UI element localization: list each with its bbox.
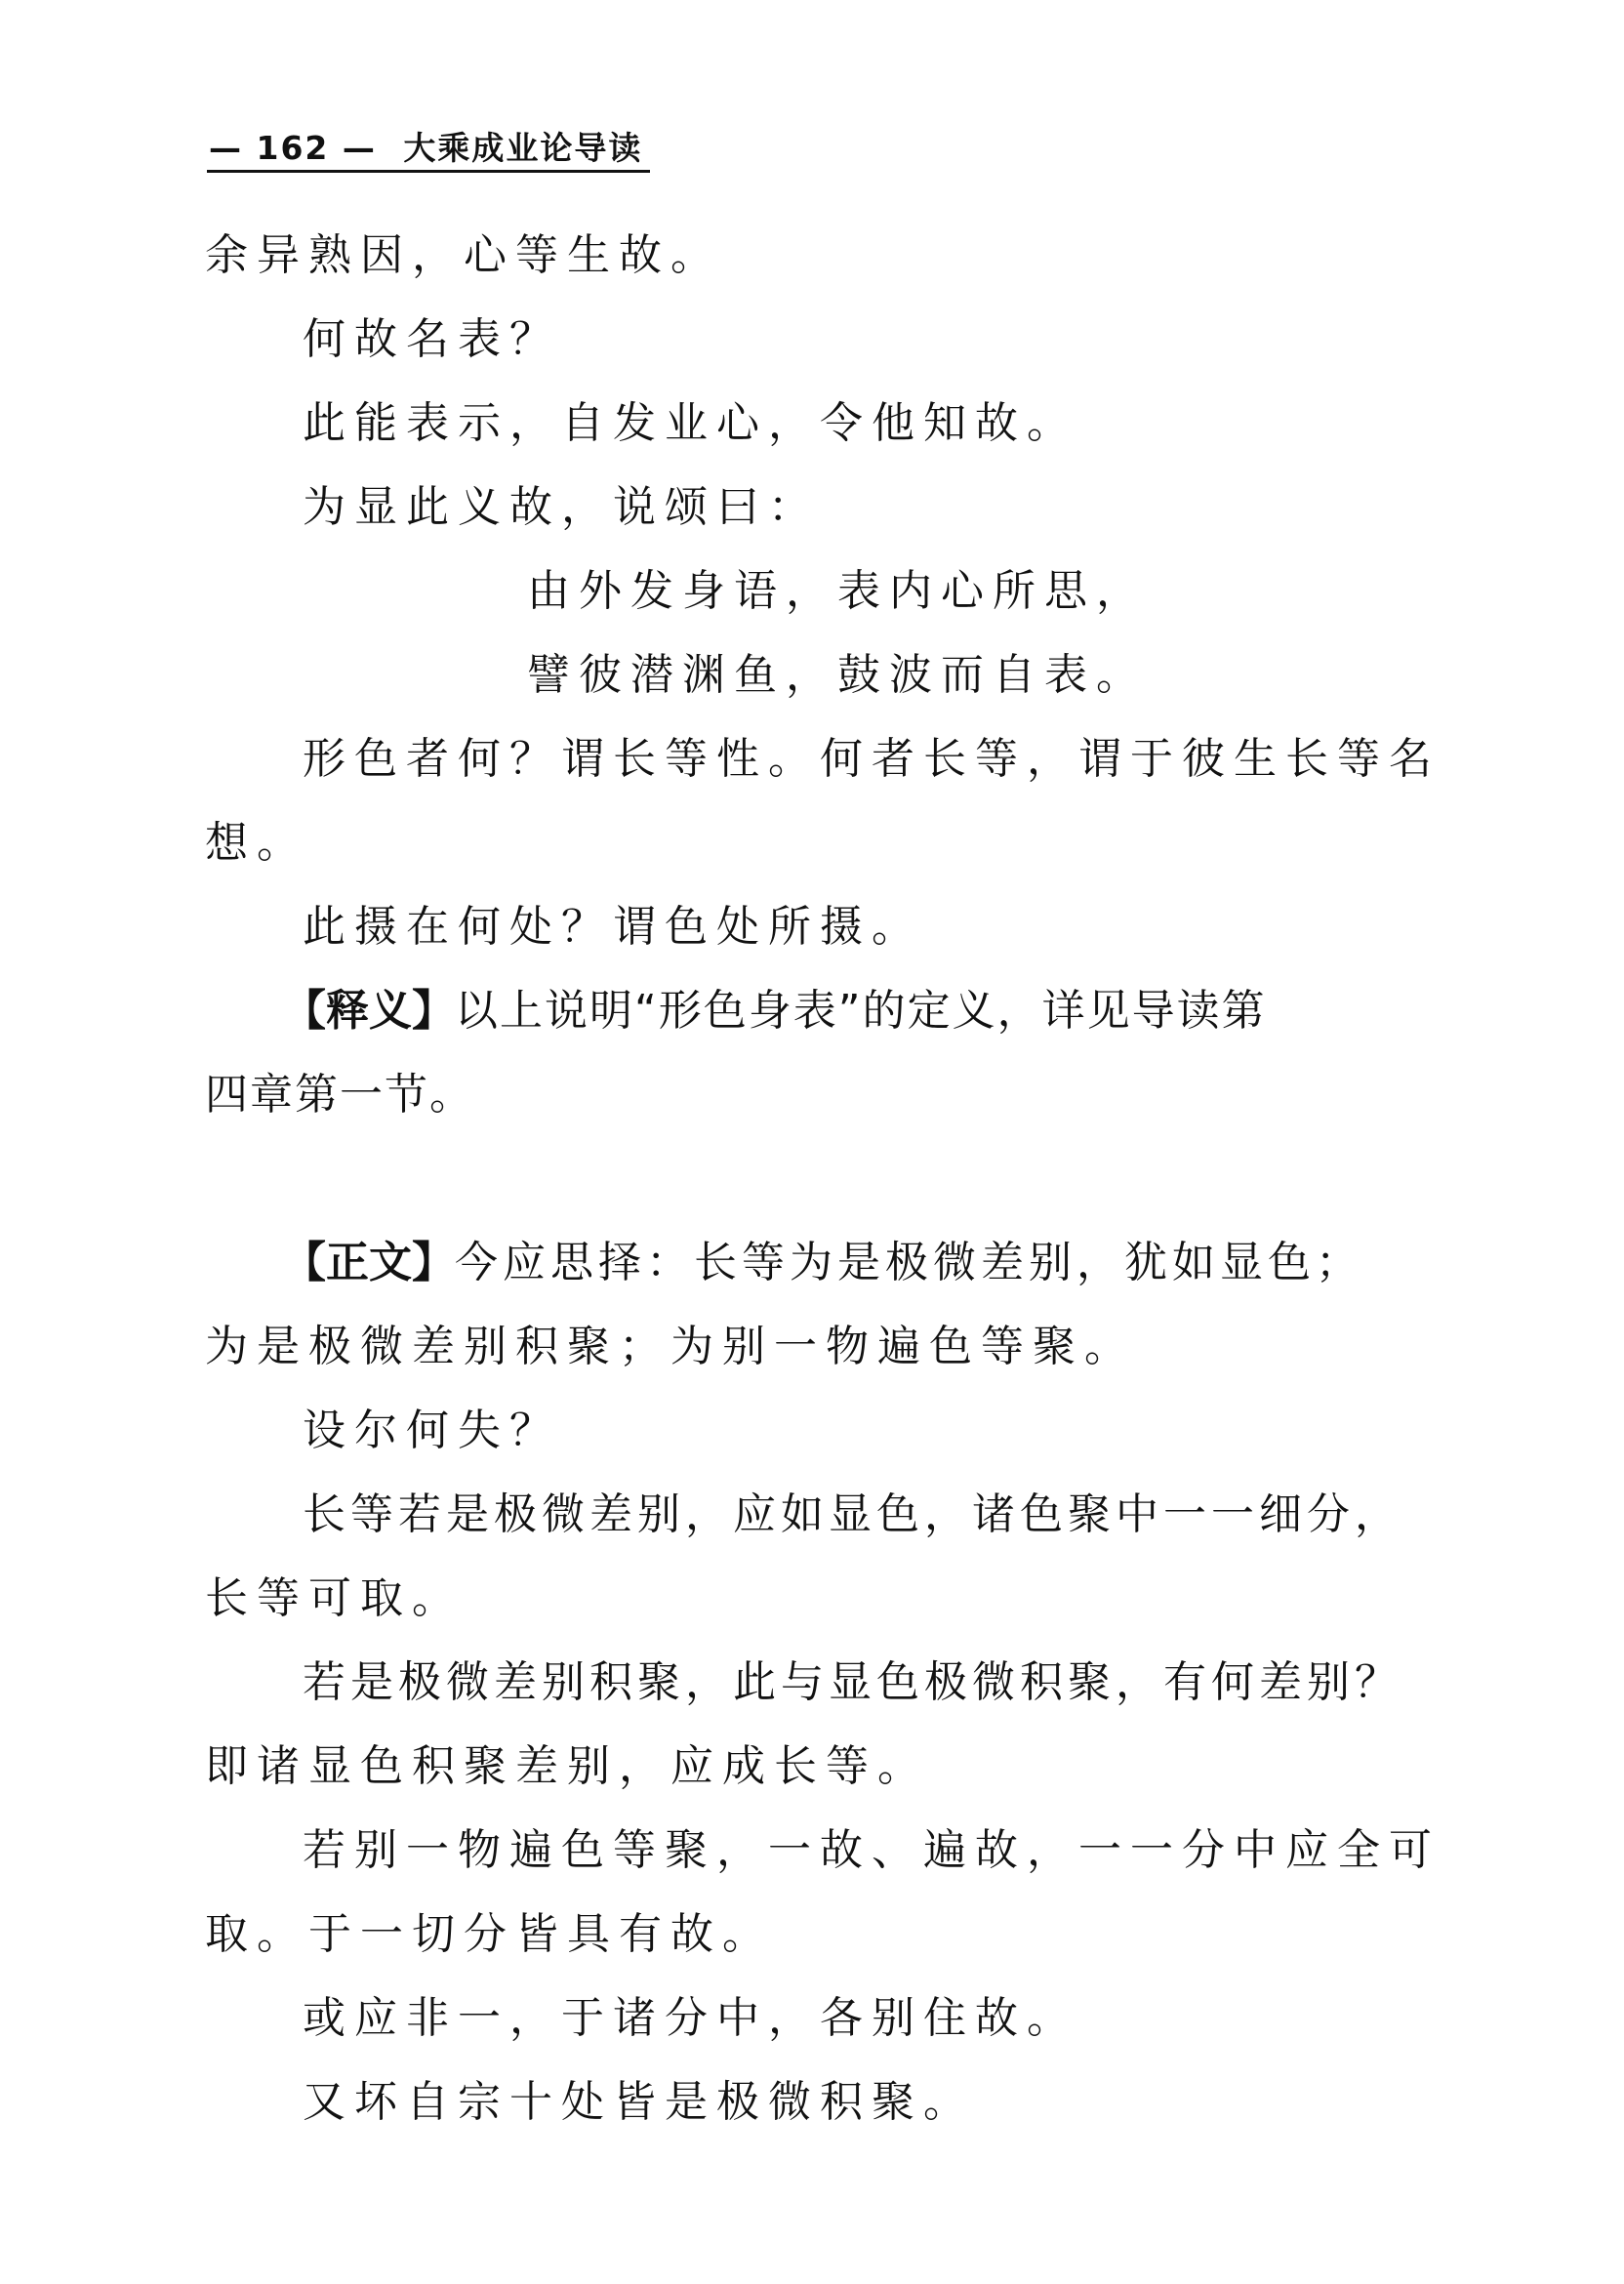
main-text-line: 长等可取。 bbox=[205, 1573, 464, 1623]
paragraph-line: 形色者何？谓长等性。何者长等，谓于彼生长等名 bbox=[303, 734, 1441, 784]
annotation-line bbox=[283, 984, 1267, 1039]
main-text-line: 又坏自宗十处皆是极微积聚。 bbox=[303, 2077, 975, 2127]
main-text-line bbox=[283, 1236, 1363, 1290]
main-text-line: 或应非一，于诸分中，各别住故。 bbox=[303, 1993, 1078, 2043]
annotation-label: 【释义】 bbox=[283, 986, 455, 1036]
text-line: 余异熟因，心等生故。 bbox=[205, 230, 722, 280]
main-text-line: 取。于一切分皆具有故。 bbox=[205, 1909, 774, 1959]
question-line: 何故名表？ bbox=[303, 314, 561, 364]
main-text-line: 即诸显色积聚差别，应成长等。 bbox=[205, 1741, 929, 1791]
text-line: 为显此义故，说颂曰： bbox=[303, 482, 820, 532]
page-number: — 162 — bbox=[209, 129, 377, 167]
main-text-label: 【正文】 bbox=[283, 1238, 455, 1287]
verse-line: 由外发身语，表内心所思， bbox=[527, 566, 1148, 616]
main-text-line: 长等若是极微差别，应如显色，诸色聚中一一细分， bbox=[303, 1489, 1402, 1539]
header-rule bbox=[207, 170, 650, 173]
question-line: 设尔何失？ bbox=[303, 1406, 561, 1455]
main-text-content: 今应思择：长等为是极微差别，犹如显色； bbox=[455, 1238, 1363, 1287]
main-text-line: 若是极微差别积聚，此与显色极微积聚，有何差别？ bbox=[303, 1657, 1402, 1707]
text-line: 此能表示，自发业心，令他知故。 bbox=[303, 398, 1078, 448]
running-header bbox=[209, 123, 642, 169]
main-text-line: 为是极微差别积聚；为别一物遍色等聚。 bbox=[205, 1322, 1136, 1371]
annotation-text: 以上说明“形色身表”的定义，详见导读第 bbox=[455, 986, 1267, 1036]
main-text-line: 若别一物遍色等聚，一故、遍故，一一分中应全可 bbox=[303, 1825, 1441, 1875]
annotation-line: 四章第一节。 bbox=[205, 1070, 474, 1120]
book-title: 大乘成业论导读 bbox=[403, 129, 643, 167]
paragraph-line: 此摄在何处？谓色处所摄。 bbox=[303, 902, 923, 952]
paragraph-line: 想。 bbox=[205, 818, 308, 868]
verse-line: 譬彼潜渊鱼，鼓波而自表。 bbox=[527, 650, 1148, 700]
